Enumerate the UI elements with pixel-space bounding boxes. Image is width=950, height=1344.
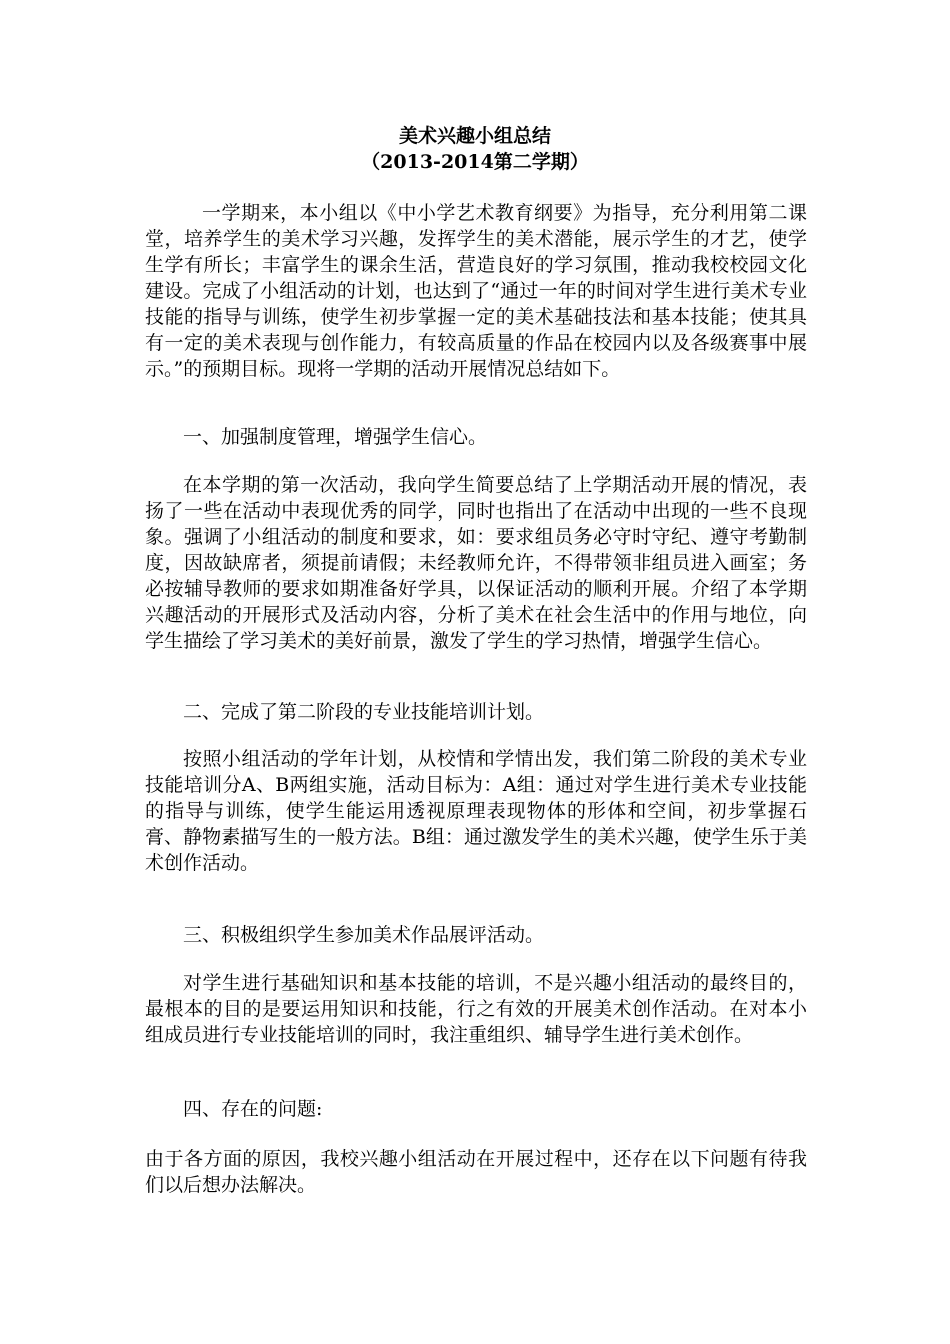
section-1-heading: 一、加强制度管理，增强学生信心。 [183,426,488,448]
intro-paragraph: 一学期来，本小组以《中小学艺术教育纲要》为指导，充分利用第二课堂，培养学生的美术学习兴趣，发挥学生的美术潜能，展示学生的才艺，使学生学有所长；丰富学生的课余生活，营造良好的学习氛围，推动我校校园文化建设。完成了小组活动的计划，也达到了“通过一年的时间对学生进行美术专业技能的指导与训练，使学生初步掌握一定的美术基础技法和基本技能；使其具有一定的美术表现与创作能力，有较高质量的作品在校园内以及各级赛事中展示。”的预期目标。现将一学期的活动开展情况总结如下。 [145,202,807,380]
section-3-body: 对学生进行基础知识和基本技能的培训，不是兴趣小组活动的最终目的，最根本的目的是要运用知识和技能，行之有效的开展美术创作活动。在对本小组成员进行专业技能培训的同时，我注重组织、辅导学生进行美术创作。 [145,972,807,1046]
section-2-heading: 二、完成了第二阶段的专业技能培训计划。 [183,701,545,723]
document-title: 美术兴趣小组总结 [398,125,551,147]
section-2-body: 按照小组活动的学年计划，从校情和学情出发，我们第二阶段的美术专业技能培训分A、B两组实施，活动目标为：A组：通过对学生进行美术专业技能的指导与训练，使学生能运用透视原理表现物体的形体和空间，初步掌握石膏、静物素描写生的一般方法。B组：通过激发学生的美术兴趣，使学生乐于美术创作活动。 [145,748,807,874]
section-1-body: 在本学期的第一次活动，我向学生简要总结了上学期活动开展的情况，表扬了一些在活动中表现优秀的同学，同时也指出了在活动中出现的一些不良现象。强调了小组活动的制度和要求，如：要求组员务必守时守纪、遵守考勤制度，因故缺席者，须提前请假；未经教师允许，不得带领非组员进入画室；务必按辅导教师的要求如期准备好学具，以保证活动的顺利开展。介绍了本学期兴趣活动的开展形式及活动内容，分析了美术在社会生活中的作用与地位，向学生描绘了学习美术的美好前景，激发了学生的学习热情，增强学生信心。 [145,474,807,652]
document-subtitle: （2013-2014第二学期） [361,151,589,173]
section-4-body: 由于各方面的原因，我校兴趣小组活动在开展过程中，还存在以下问题有待我们以后想办法解决。 [145,1148,807,1196]
section-3-heading: 三、积极组织学生参加美术作品展评活动。 [183,924,545,946]
section-4-heading: 四、存在的问题: [183,1098,323,1120]
